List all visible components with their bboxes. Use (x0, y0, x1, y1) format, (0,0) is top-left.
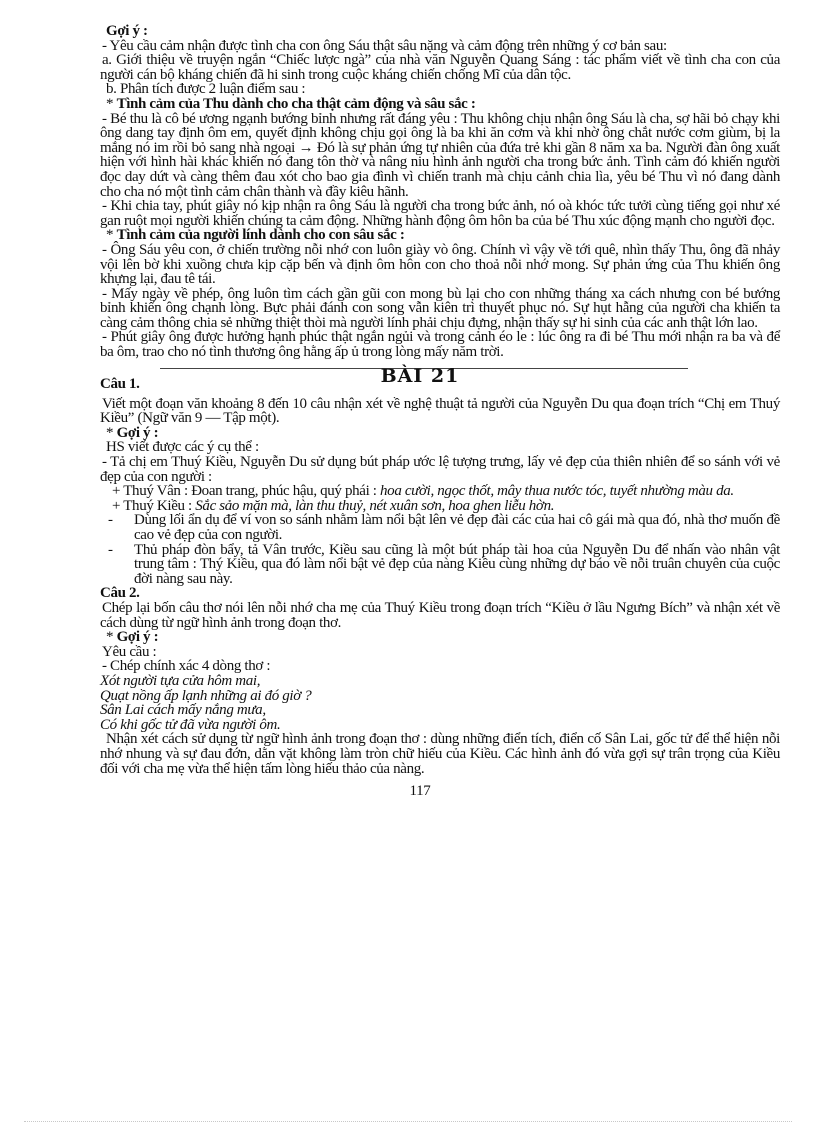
point-title: Tình cảm của Thu dành cho cha thật cảm động và sâu sắc : (116, 95, 476, 112)
paragraph: - Bé thu là cô bé ương ngạnh bướng bỉnh nhưng rất đáng yêu : Thu không chịu nhận ông Sáu là cha, sợ hãi bỏ chạy khi ông dang tay định ôm em, quyết định không chịu gọi ông là ba khi ăn cơm và khi nhờ ông chắt nước cơm giùm, bị la mắng nó im rồi bỏ sang nhà ngoại → Đó là sự phản ứng tự nhiên của đứa trẻ khi gần 8 năm xa ba. Người đàn ông xuất hiện với hình hài khác khiến nó đang tôn thờ và nâng niu hình ảnh người cha trong bức ảnh. Tình cảm đó khiến người đọc day dứt và càng thêm đau xót cho bao gia đình vì chiến tranh mà chịu cảnh chia lìa, yêu bé Thu vì nó đang dành cho cha nó một tình cảm chân thành và đầy kiêu hãnh. (100, 110, 780, 200)
poem-line: Quạt nồng ấp lạnh những ai đó giờ ? (100, 687, 312, 704)
star-bullet: * (106, 95, 117, 112)
bullet-text: Dùng lối ẩn dụ để ví von so sánh nhằm làm nổi bật lên vẻ đẹp đài các của hai cô gái mà qua đó, nhà thơ muốn đề cao vẻ đẹp của con người. (134, 512, 780, 543)
paragraph: - Chép chính xác 4 dòng thơ : (102, 658, 271, 675)
item-quote: hoa cười, ngọc thốt, mây thua nước tóc, tuyết nhường màu da. (380, 483, 734, 500)
question-1-prompt: Viết một đoạn văn khoảng 8 đến 10 câu nhận xét về nghệ thuật tả người của Nguyễn Du qua đoạn trích “Chị em Thuý Kiều” (Ngữ văn 9 — Tập một). (100, 395, 780, 427)
paragraph: - Khi chia tay, phút giây nó kịp nhận ra ông Sáu là người cha trong bức ảnh, nó oà khóc tức tưởi cùng tiếng gọi như xé gan ruột mọi người khiến chúng ta cảm động. Những hành động ôm hôn ba của bé Thu xúc động mạnh cho người đọc. (100, 198, 780, 229)
paragraph: - Mấy ngày về phép, ông luôn tìm cách gần gũi con mong bù lại cho con những tháng xa cách nhưng con bé bướng bỉnh khiến ông chạnh lòng. Bực phải đánh con song vẫn kiên trì thuyết phục nó. Sự hụt hẫng của người cha khiến ta càng cảm thông chia sẻ những thiệt thòi mà người lính phải chịu đựng, nhận thấy sự hi sinh của các anh thật lớn lao. (100, 285, 780, 331)
question-2-label: Câu 2. (100, 585, 140, 602)
paragraph: b. Phân tích được 2 luận điểm sau : (106, 81, 306, 98)
star-bullet: * (106, 629, 117, 646)
lesson-title-row (100, 364, 780, 392)
point-heading (100, 97, 780, 112)
page-bottom-border (24, 1121, 792, 1122)
page-number: 117 (409, 783, 431, 800)
item-quote: Sắc sảo mặn mà, làn thu thuỷ, nét xuân sơn, hoa ghen liễu hờn. (195, 497, 555, 514)
point-title: Tình cảm của người lính dành cho con sâu sắc : (116, 227, 405, 244)
paragraph: - Ông Sáu yêu con, ở chiến trường nỗi nhớ con luôn giày vò ông. Chính vì vậy về tới quê, nhìn thấy Thu, ông đã nhảy vội lên bờ khi xuồng chưa kịp cặp bến và định ôm hôn con cho thoả nỗi nhớ mong. Sự phản ứng của Thu khiến ông khựng lại, đau tê tái. (100, 241, 780, 288)
poem-line: Có khi gốc tử đã vừa người ôm. (100, 716, 281, 733)
hint-label: Gợi ý : (116, 629, 159, 646)
paragraph: HS viết được các ý cụ thể : (106, 439, 259, 456)
bullet-text: Thủ pháp đòn bẩy, tả Vân trước, Kiều sau cũng là một bút pháp tài hoa của Nguyễn Du để nhấn vào nhân vật trung tâm : Thý Kiều, qua đó làm nổi bật vẻ đẹp của nàng Kiều cùng những dự báo về nỗi truân chuyên của cuộc đời nàng sau này. (134, 541, 780, 587)
paragraph: a. Giới thiệu về truyện ngắn “Chiếc lược ngà” của nhà văn Nguyễn Quang Sáng : tác phẩm viết về tình cha con của người cán bộ kháng chiến đã hi sinh trong cuộc kháng chiến chống Mĩ của dân tộc. (100, 52, 780, 83)
hint-heading (100, 426, 780, 441)
question-1-label: Câu 1. (100, 375, 140, 392)
document-page (100, 24, 780, 799)
item-lead: + Thuý Kiều : (112, 497, 196, 514)
star-bullet: * (106, 227, 117, 244)
hint-heading: Gợi ý : (106, 23, 148, 39)
paragraph: - Yêu cầu cảm nhận được tình cha con ông Sáu thật sâu nặng và cảm động trên những ý cơ bản sau: (102, 37, 667, 54)
poem-line: Xót người tựa cửa hôm mai, (100, 672, 261, 689)
hint-label: Gợi ý : (116, 424, 159, 441)
hint-heading (100, 630, 780, 645)
thuy-kieu-item (100, 499, 780, 514)
point-heading (100, 228, 780, 243)
dash-bullet: - (108, 541, 113, 558)
thuy-van-item (100, 484, 780, 499)
bullet-item (100, 513, 780, 542)
star-bullet: * (106, 424, 117, 441)
poem-line: Sân Lai cách mấy nắng mưa, (100, 702, 266, 719)
paragraph: - Phút giây ông được hưởng hạnh phúc thật ngắn ngủi và trong cảnh éo le : lúc ông ra đi bé Thu mới nhận ra ba và để ba ôm, trao cho nó tình thương ông hằng ấp ủ trong lòng mấy năm trời. (100, 329, 780, 361)
dash-bullet: - (108, 512, 113, 529)
bullet-item (100, 543, 780, 587)
lesson-title: BÀI 21 (380, 364, 460, 387)
question-2-prompt: Chép lại bốn câu thơ nói lên nỗi nhớ cha mẹ của Thuý Kiều trong đoạn trích “Kiều ở lầu Ngưng Bích” và nhận xét về cách dùng từ ngữ hình ảnh trong đoạn thơ. (100, 599, 780, 631)
paragraph: Yêu cầu : (102, 643, 157, 660)
paragraph: - Tả chị em Thuý Kiều, Nguyễn Du sử dụng bút pháp ước lệ tượng trưng, lấy vẻ đẹp của thiên nhiên để so sánh với vẻ đẹp của con người : (100, 454, 780, 485)
paragraph: Nhận xét cách sử dụng từ ngữ hình ảnh trong đoạn thơ : dùng những điển tích, điển cố Sân Lai, gốc tử để thể hiện nỗi nhớ nhung và sự đau đớn, dằn vặt không làm tròn chữ hiếu của Kiều. Các hình ảnh đó vừa gợi sự trân trọng của Kiều đối với cha mẹ vừa thể hiện tấm lòng hiếu thảo của nàng. (100, 731, 780, 777)
item-lead: + Thuý Vân : Đoan trang, phúc hậu, quý phái : (112, 483, 381, 500)
